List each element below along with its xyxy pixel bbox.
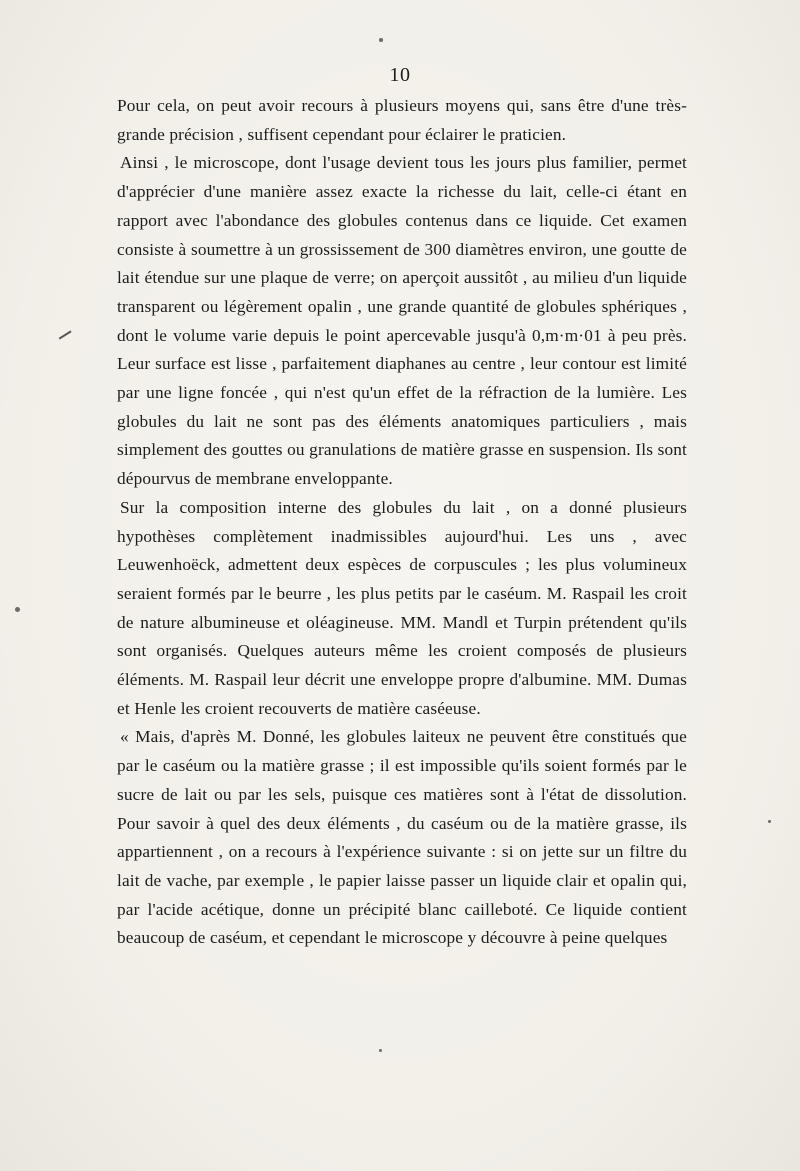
paragraph-2: Ainsi , le microscope, dont l'usage devient tous les jours plus familier, permet d'apprécier d'une manière assez exacte la richesse du lait, celle-ci étant en rapport avec l'abondance des globules contenus dans ce liquide. Cet examen consiste à soumettre à un grossissement de 300 diamètres environ, une goutte de lait étendue sur une plaque de verre; on aperçoit aussitôt , au milieu d'un liquide transparent ou légèrement opalin , une grande quantité de globules sphériques , dont le volume varie depuis le point apercevable jusqu'à 0,m·m·01 à peu près. Leur surface est lisse , parfaitement diaphanes au centre , leur contour est limité par une ligne foncée , qui n'est qu'un effet de la réfraction de la lumière. Les globules du lait ne sont pas des éléments anatomiques particuliers , mais simplement des gouttes ou granulations de matière grasse en suspension. Ils sont dépourvus de membrane enveloppante. [117,153,687,489]
paragraph-4: « Mais, d'après M. Donné, les globules laiteux ne peuvent être constitués que par le caséum ou la matière grasse ; il est impossible qu'ils soient formés par le sucre de lait ou par les sels, puisque ces matières sont à l'état de dissolution. Pour savoir à quel des deux éléments , du caséum ou de la matière grasse, ils appartiennent , on a recours à l'expérience suivante : si on jette sur un filtre du lait de vache, par exemple , le papier laisse passer un liquide clair et opalin qui, par l'acide acétique, donne un précipité blanc cailleboté. Ce liquide contient beaucoup de caséum, et cependant le microscope y découvre à peine quelques [117,727,687,948]
margin-pencil-mark [59,330,72,339]
ink-speck [15,607,20,612]
paragraph-3: Sur la composition interne des globules du lait , on a donné plusieurs hypothèses complètement inadmissibles aujourd'hui. Les uns , avec Leuwenhoëck, admettent deux espèces de corpuscules ; les plus volumineux seraient formés par le beurre , les plus petits par le caséum. M. Raspail les croit de nature albumineuse et oléagineuse. MM. Mandl et Turpin prétendent qu'ils sont organisés. Quelques auteurs même les croient composés de plusieurs éléments. M. Raspail leur décrit une enveloppe propre d'albumine. MM. Dumas et Henle les croient recouverts de matière caséeuse. [117,497,687,718]
ink-speck [379,38,383,42]
paragraph-1: Pour cela, on peut avoir recours à plusieurs moyens qui, sans être d'une très-grande précision , suffisent cependant pour éclairer le praticien. [117,96,687,144]
page-number: 10 [389,64,411,86]
body-text [117,92,687,953]
ink-speck [768,820,771,823]
ink-speck [379,1049,382,1052]
